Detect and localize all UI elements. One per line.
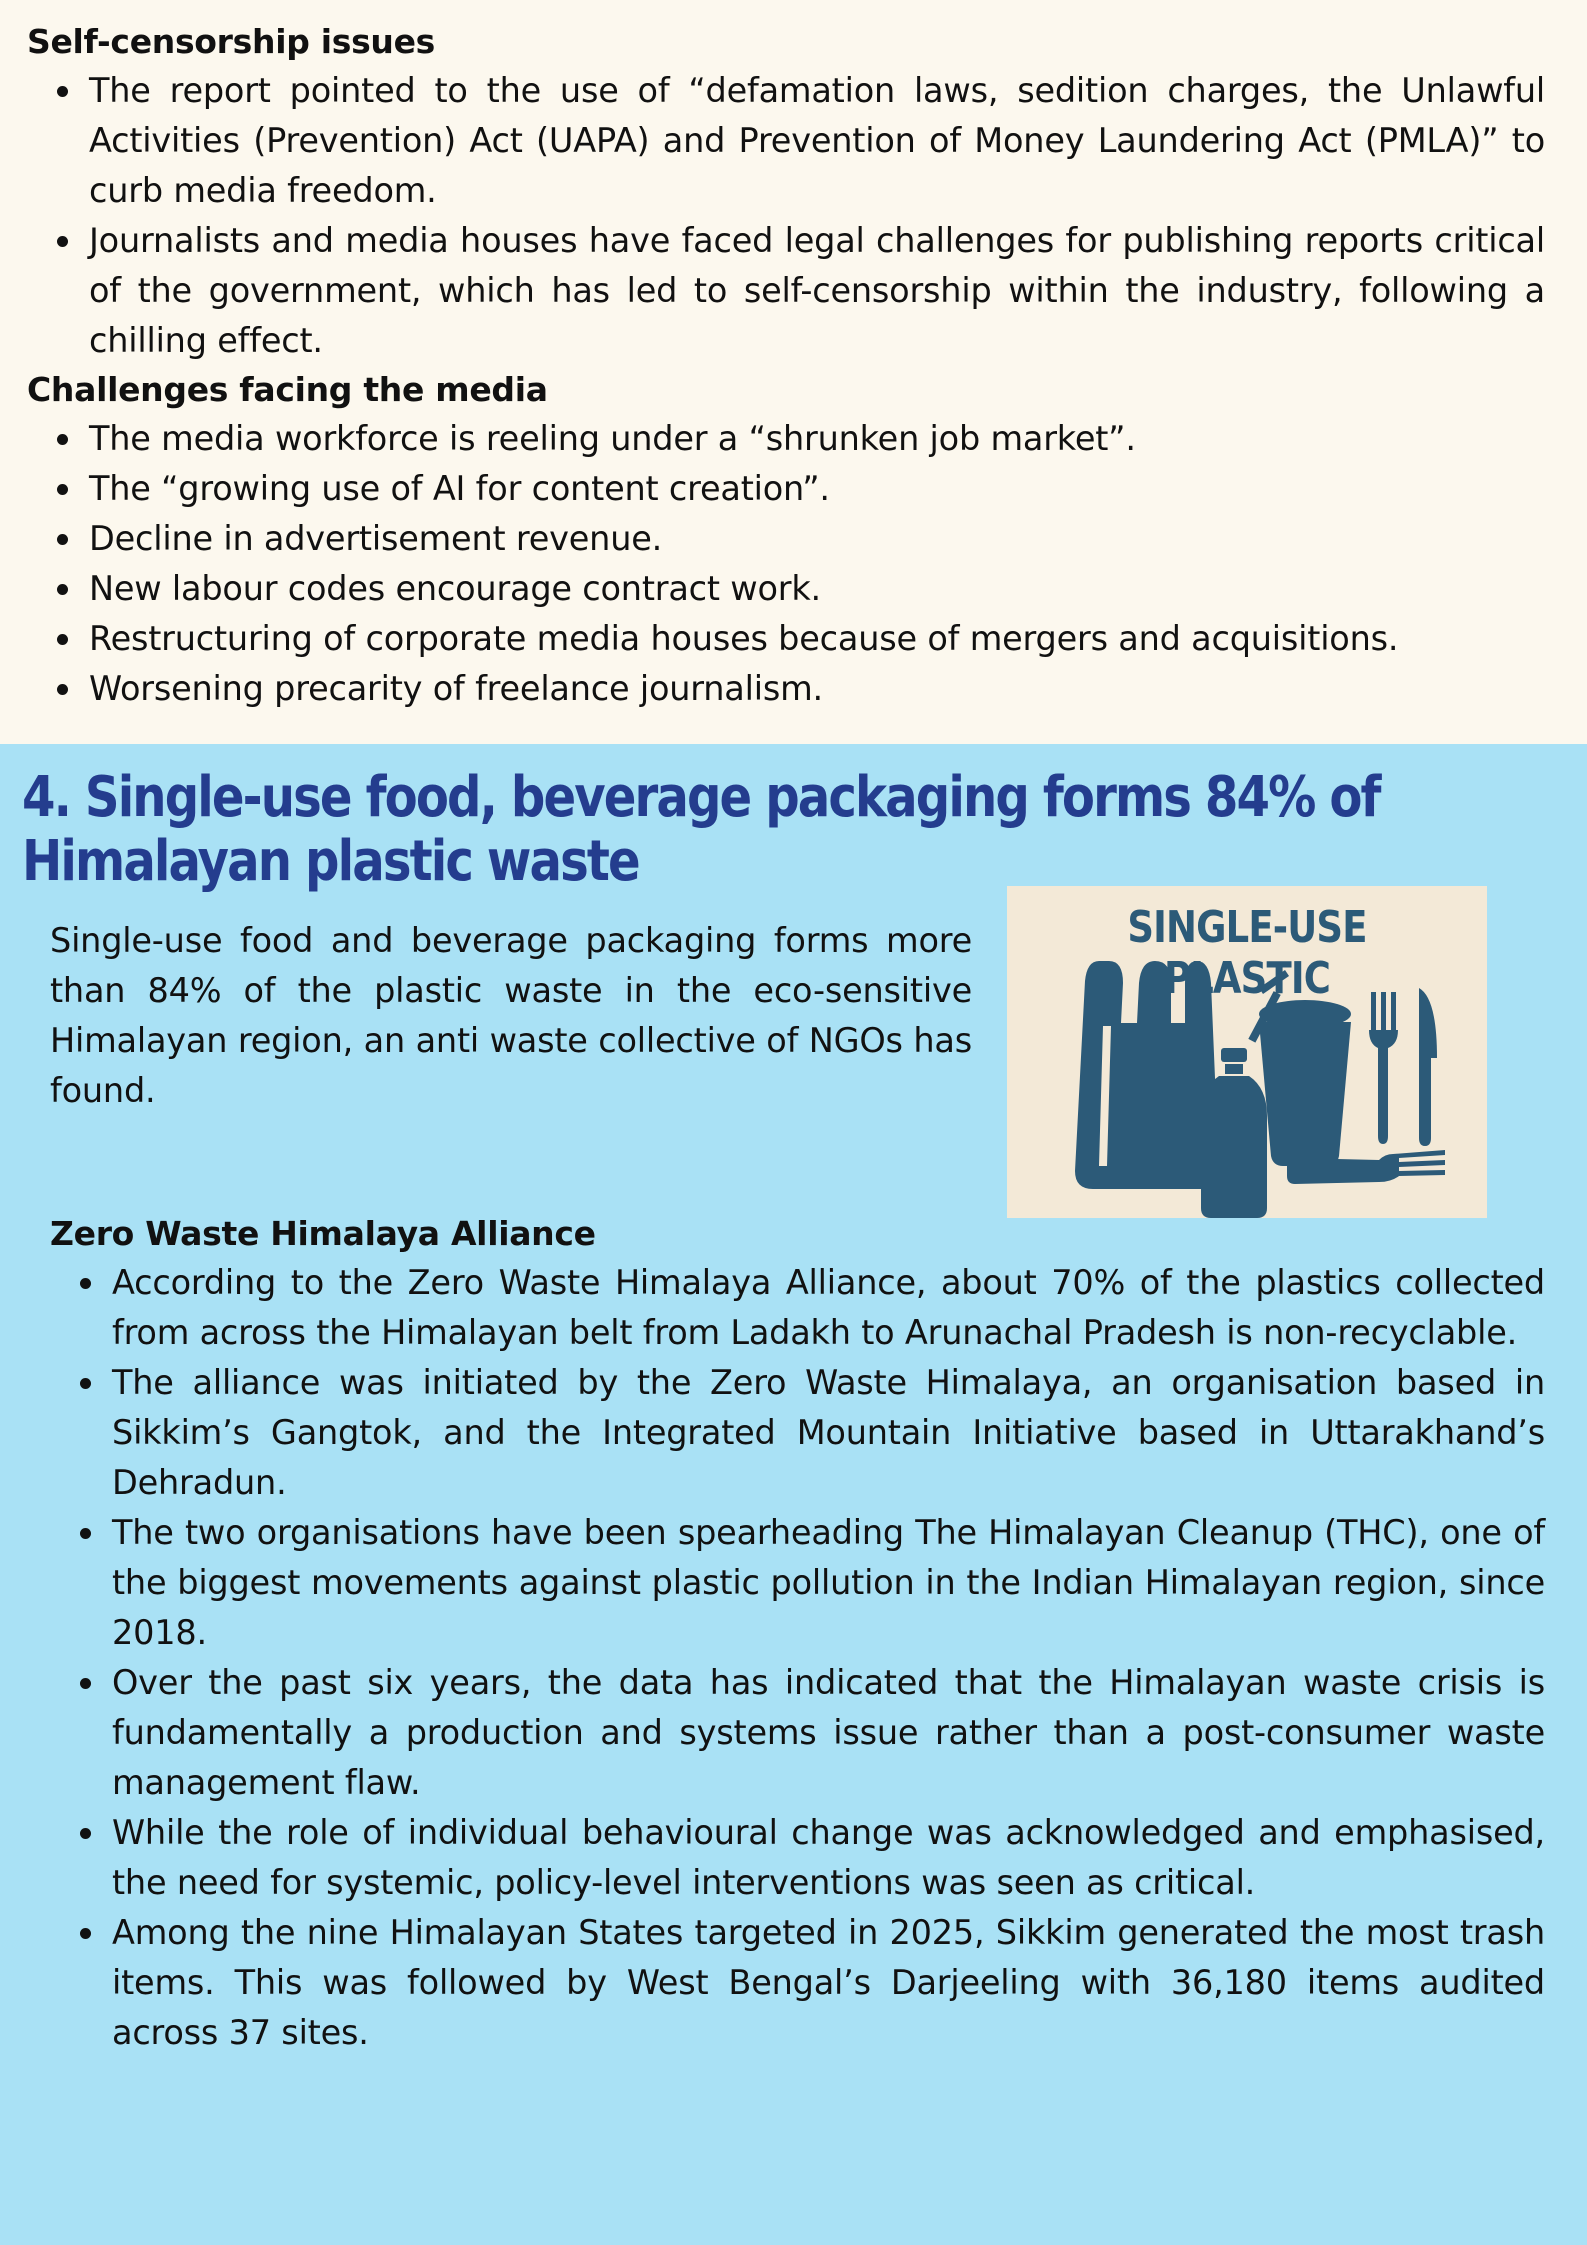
alliance-heading: Zero Waste Himalaya Alliance (50, 1214, 596, 1253)
intro-block (22, 902, 1545, 1216)
article-section (0, 744, 1587, 2245)
top-section (0, 0, 1587, 744)
self-censorship-list (27, 66, 1545, 366)
list-item: The report pointed to the use of “defamation laws, sedition charges, the Unlawful Activities (Prevention) Act (UAPA) and Prevention of Money Laundering Act (PMLA)” to curb media freedom. (89, 66, 1545, 216)
list-item: New labour codes encourage contract work. (89, 564, 1545, 614)
list-item: The “growing use of AI for content creation”. (89, 464, 1545, 514)
list-item: Restructuring of corporate media houses because of mergers and acquisitions. (89, 614, 1545, 664)
list-item: Journalists and media houses have faced legal challenges for publishing reports critical of the government, which has led to self-censorship within the industry, following a chilling effect. (89, 216, 1545, 366)
alliance-section (22, 1210, 1545, 2058)
list-item: The two organisations have been spearheading The Himalayan Cleanup (THC), one of the biggest movements against plastic pollution in the Indian Himalayan region, since 2018. (112, 1508, 1545, 1658)
knife-icon (1419, 988, 1437, 1146)
list-item: The media workforce is reeling under a “shrunken job market”. (89, 414, 1545, 464)
challenges-list (27, 414, 1545, 714)
list-item: While the role of individual behavioural change was acknowledged and emphasised, the need for systemic, policy-level interventions was seen as critical. (112, 1808, 1545, 1908)
challenges-heading: Challenges facing the media (27, 370, 548, 409)
list-item: Over the past six years, the data has indicated that the Himalayan waste crisis is fundamentally a production and systems issue rather than a post-consumer waste management flaw. (112, 1658, 1545, 1808)
fork-icon (1369, 992, 1398, 1144)
list-item: According to the Zero Waste Himalaya Alliance, about 70% of the plastics collected from across the Himalayan belt from Ladakh to Arunachal Pradesh is non-recyclable. (112, 1258, 1545, 1358)
article-title: 4. Single-use food, beverage packaging forms 84% of Himalayan plastic waste (22, 765, 1380, 894)
single-use-plastic-illustration (1007, 886, 1487, 1218)
list-item: Among the nine Himalayan States targeted in 2025, Sikkim generated the most trash items. This was followed by West Bengal’s Darjeeling with 36,180 items audited across 37 sites. (112, 1908, 1545, 2058)
list-item: The alliance was initiated by the Zero Waste Himalaya, an organisation based in Sikkim’s Gangtok, and the Integrated Mountain Initiative based in Uttarakhand’s Dehradun. (112, 1358, 1545, 1508)
list-item: Worsening precarity of freelance journalism. (89, 664, 1545, 714)
illustration-title: SINGLE-USE PLASTIC (1127, 902, 1367, 1004)
alliance-list (50, 1258, 1545, 2058)
article-intro: Single-use food and beverage packaging forms more than 84% of the plastic waste in the eco-sensitive Himalayan region, an anti waste collective of NGOs has found. (50, 921, 972, 1110)
list-item: Decline in advertisement revenue. (89, 514, 1545, 564)
self-censorship-heading: Self-censorship issues (27, 22, 436, 61)
